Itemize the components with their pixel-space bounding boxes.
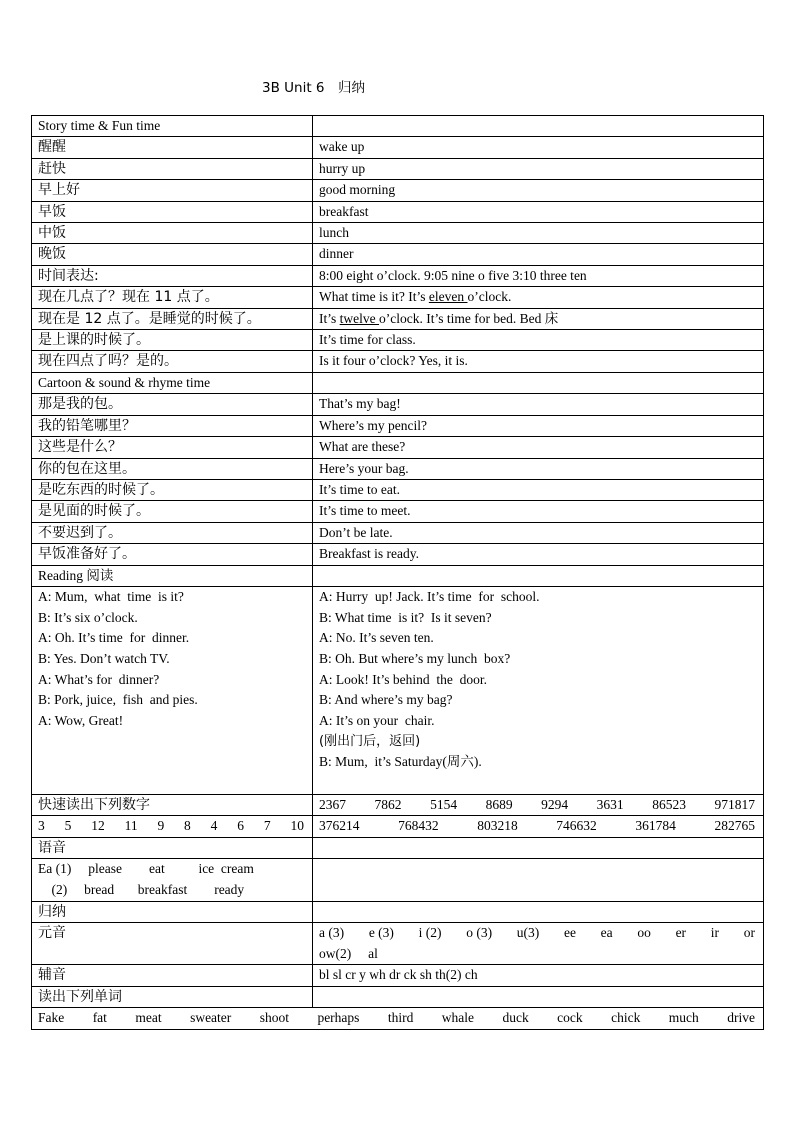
time-expression-label: 时间表达: [32,265,313,286]
number: 5154 [430,796,458,812]
vowels-list [313,922,764,964]
table-row [32,479,764,500]
dialogue-line: B: Pork, juice, fish and pies. [38,692,198,708]
vocab-zh: 晚饭 [32,244,313,265]
vowel: a (3) [319,924,345,940]
number: 3631 [596,796,624,812]
vowel: e (3) [368,924,394,940]
number: 12 [91,818,105,834]
text-segment: It’s [319,310,340,326]
reading-label: Reading 阅读 [38,567,114,583]
number: 6 [237,818,245,834]
number-list [319,795,763,815]
table-row [32,816,764,837]
sentence-zh: 我的铅笔哪里？ [32,415,313,436]
table-row [32,501,764,522]
table-row [32,415,764,436]
word: Fake [38,1010,65,1026]
phonics-ea [32,859,313,901]
word: shoot [259,1010,289,1026]
vocab-en: hurry up [313,158,764,179]
sentence-zh: 你的包在这里。 [32,458,313,479]
table-row [32,837,764,858]
table-row [32,244,764,265]
sentence-en: It’s time for class. [313,330,764,351]
vocab-en: good morning [313,180,764,201]
time-expression-examples: 8:00 eight o’clock. 9:05 nine o five 3:10 three ten [313,265,764,286]
table-row [32,351,764,372]
number: 86523 [652,796,686,812]
words-label: 读出下列单词 [32,986,313,1007]
underlined-word: twelve [339,310,380,326]
dialogue-line: A: Wow, Great! [38,713,124,729]
dialogue-left [32,586,313,794]
sentence-en: It’s time to meet. [313,501,764,522]
number: 10 [290,818,304,834]
vowel: u(3) [516,924,540,940]
table-row [32,394,764,415]
table-row [32,1008,764,1029]
dialogue-right [313,586,764,794]
vocab-zh: 中饭 [32,223,313,244]
sentence-en: Where’s my pencil? [313,415,764,436]
table-row [32,922,764,964]
word-row [38,1008,763,1028]
table-row [32,986,764,1007]
sentence-zh: 这些是什么？ [32,437,313,458]
sentence-en: What are these? [313,437,764,458]
table-row [32,458,764,479]
vowel: o (3) [466,924,493,940]
table-row [32,437,764,458]
vowel: ir [710,924,720,940]
vocab-zh: 早饭 [32,201,313,222]
vowel: i (2) [418,924,442,940]
word: cock [557,1010,583,1026]
dialogue-line: A: What’s for dinner? [38,671,160,687]
dialogue-line: B: Yes. Don’t watch TV. [38,651,170,666]
text-segment: o’clock. It’s time for bed. Bed 床 [379,310,559,326]
dialogue-line: A: Hurry up! Jack. It’s time for school. [319,588,540,604]
number: 5 [64,818,72,834]
vowel-row: ow(2) al [319,945,378,961]
word: much [668,1010,699,1026]
dialogue-line: A: Look! It’s behind the door. [319,671,487,687]
sentence-en: Breakfast is ready. [313,544,764,565]
table-row [32,859,764,901]
bedtime-zh: 现在是 12 点了。是睡觉的时候了。 [32,308,313,329]
number: 3 [38,818,45,834]
word-list [32,1008,764,1029]
number: 768432 [398,818,439,834]
number: 9 [157,818,165,834]
number: 11 [124,818,138,834]
word: meat [135,1010,162,1026]
vocab-en: breakfast [313,201,764,222]
page-title: 3B Unit 6 归纳 [262,80,366,96]
table-row [32,544,764,565]
dialogue-line: B: It’s six o’clock. [38,609,138,625]
section-header-cartoon: Cartoon & sound & rhyme time [32,372,313,393]
word: whale [441,1010,475,1026]
table-row [32,586,764,794]
vowels-label: 元音 [32,922,313,964]
phonics-line: (2) bread breakfast ready [38,881,245,897]
dialogue-line: A: No. It’s seven ten. [319,630,434,646]
word: drive [727,1010,755,1026]
section-header-story: Story time & Fun time [32,116,313,137]
numbers-row-2 [313,816,764,837]
sentence-zh: 早饭准备好了。 [32,544,313,565]
sentence-zh: 那是我的包。 [32,394,313,415]
word: third [387,1010,414,1026]
dialogue-line: B: Oh. But where’s my lunch box? [319,651,511,666]
number: 7 [263,818,271,834]
sentence-zh: 现在四点了吗？是的。 [32,351,313,372]
table-row [32,308,764,329]
numbers-label: 快速读出下列数字 [32,794,313,815]
word: fat [92,1010,107,1026]
word: chick [611,1010,641,1026]
vocab-zh: 早上好 [32,180,313,201]
sentence-en: That’s my bag! [313,394,764,415]
table-row [32,901,764,922]
sentence-zh: 是见面的时候了。 [32,501,313,522]
number-list [319,816,763,836]
number: 971817 [714,796,755,812]
vocab-zh: 醒醒 [32,137,313,158]
dialogue-line: B: And where’s my bag? [319,692,453,708]
table-row [32,137,764,158]
table-row [32,116,764,137]
word: sweater [190,1010,232,1026]
dialogue-note: (刚出门后，返回) [319,733,421,749]
dialogue-line: A: Mum, what time is it? [38,588,184,604]
sentence-zh: 是吃东西的时候了。 [32,479,313,500]
section-header-reading [32,565,313,586]
bedtime-en [313,308,764,329]
underlined-word: eleven [428,289,468,305]
vowel: ea [600,924,613,940]
number-list [38,816,312,836]
numbers-row-1 [313,794,764,815]
word: duck [502,1010,529,1026]
dialogue-line: A: It’s on your chair. [319,713,435,729]
table-row [32,287,764,308]
number: 8689 [485,796,513,812]
text-segment: o’clock. [467,289,512,305]
number: 282765 [714,818,755,834]
sentence-en: It’s time to eat. [313,479,764,500]
number: 746632 [556,818,597,834]
number: 9294 [541,796,569,812]
number: 8 [184,818,191,834]
vocab-en: wake up [313,137,764,158]
phonics-line: Ea (1) please eat ice cream [38,861,254,877]
vowel: oo [637,924,651,940]
text-segment: What time is it? It’s [319,289,429,305]
summary-label: 归纳 [32,901,313,922]
dialogue-line: B: Mum, it’s Saturday(周六). [319,754,482,770]
table-row [32,522,764,543]
table-row [32,201,764,222]
sentence-zh: 不要迟到了。 [32,522,313,543]
numbers-left [32,816,313,837]
table-row [32,330,764,351]
vocab-zh: 赶快 [32,158,313,179]
phonics-label: 语音 [32,837,313,858]
table-row [32,565,764,586]
number: 361784 [635,818,676,834]
table-row [32,965,764,986]
summary-table [31,115,764,1030]
sentence-en: Is it four o’clock? Yes, it is. [313,351,764,372]
number: 2367 [319,796,346,812]
word: perhaps [317,1010,360,1026]
dialogue-line: A: Oh. It’s time for dinner. [38,630,190,646]
number: 7862 [374,796,402,812]
question-time-en [313,287,764,308]
sentence-en: Don’t be late. [313,522,764,543]
consonants-list: bl sl cr y wh dr ck sh th(2) ch [313,965,764,986]
vocab-en: dinner [313,244,764,265]
number: 376214 [319,818,360,834]
table-row [32,265,764,286]
consonants-label: 辅音 [32,965,313,986]
dialogue-line: B: What time is it? Is it seven? [319,609,492,625]
table-row [32,180,764,201]
vowel-row [319,923,763,944]
table-row [32,158,764,179]
vowel: er [675,924,687,940]
sentence-en: Here’s your bag. [313,458,764,479]
vowel: or [743,924,755,940]
vocab-en: lunch [313,223,764,244]
sentence-zh: 是上课的时候了。 [32,330,313,351]
table-row [32,223,764,244]
table-row [32,372,764,393]
number: 4 [210,818,218,834]
table-row [32,794,764,815]
vowel: ee [563,924,576,940]
question-time-zh: 现在几点了？现在 11 点了。 [32,287,313,308]
number: 803218 [477,818,518,834]
